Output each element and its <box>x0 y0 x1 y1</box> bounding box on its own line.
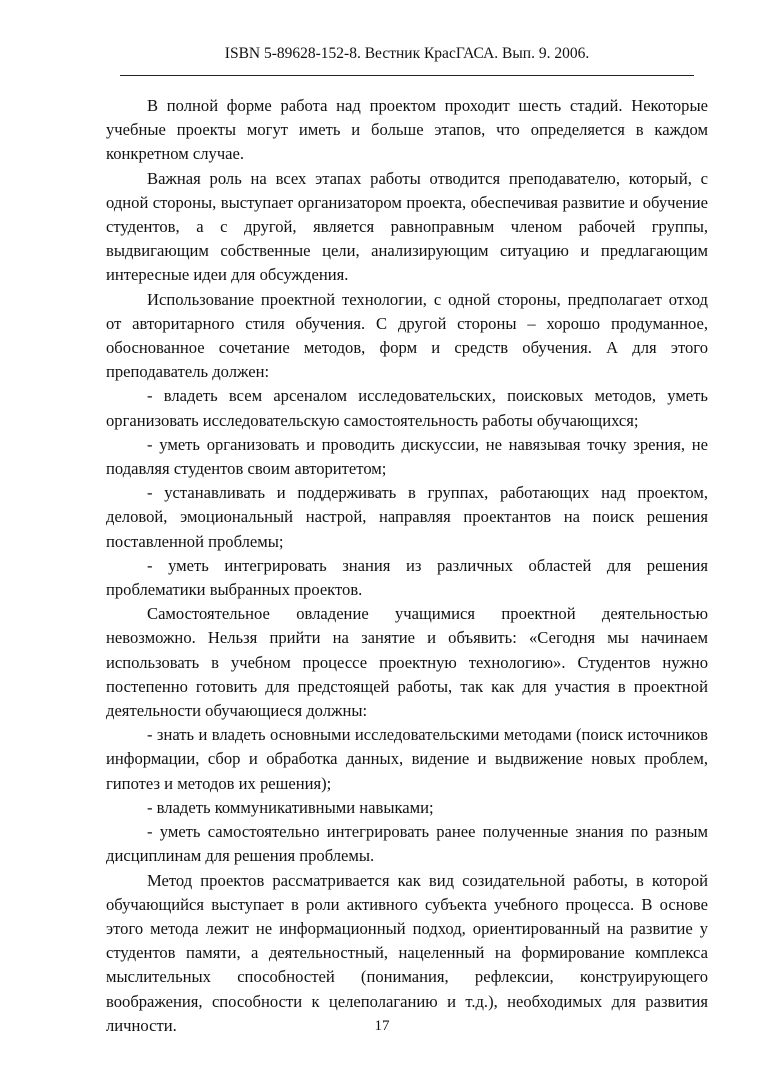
running-header: ISBN 5-89628-152-8. Вестник КрасГАСА. Вып. 9. 2006. <box>224 45 590 62</box>
paragraph-stages: В полной форме работа над проектом проходит шесть стадий. Некоторые учебные проекты могут иметь и больше этапов, что определяется в каждом конкретном случае. <box>106 96 708 164</box>
page-number: 17 <box>374 1018 390 1034</box>
list-item-discussions: - уметь организовать и проводить дискуссии, не навязывая точку зрения, не подавляя студентов своим авторитетом; <box>106 434 708 479</box>
list-item-research-methods: - владеть всем арсеналом исследовательских, поисковых методов, уметь организовать исследовательскую самостоятельность работы обучающихся; <box>106 386 708 430</box>
paragraph-project-method: Метод проектов рассматривается как вид созидательной работы, в которой обучающийся выступает в роли активного субъекта учебного процесса. В основе этого метода лежит не информационный подход, ориентированный на развитие у студентов памяти, а деятельностный, нацеленный на формирование комплекса мыслительных способностей (понимания, рефлексии, конструирующего воображения, способности к целеполаганию и т.д.), необходимых для развития личности. <box>106 870 708 1035</box>
paragraph-project-technology: Использование проектной технологии, с одной стороны, предполагает отход от авторитарного стиля обучения. С другой стороны – хорошо продуманное, обоснованное сочетание методов, форм и средств обучения. А для этого преподаватель должен: <box>106 289 708 382</box>
paragraph-self-mastery: Самостоятельное овладение учащимися проектной деятельностью невозможно. Нельзя прийти на занятие и объявить: «Сегодня мы начинаем использовать в учебном процессе проектную технологию». Студентов нужно постепенно готовить для предстоящей работы, так как для участия в проектной деятельности обучающиеся должны: <box>106 604 708 721</box>
list-item-group-mood: - устанавливать и поддерживать в группах, работающих над проектом, деловой, эмоциональный настрой, направляя проектантов на поиск решения поставленной проблемы; <box>106 483 708 551</box>
list-item-integrate-knowledge: - уметь интегрировать знания из различных областей для решения проблематики выбранных проектов. <box>106 555 708 600</box>
list-item-self-integrate: - уметь самостоятельно интегрировать ранее полученные знания по разным дисциплинам для решения проблемы. <box>106 822 708 866</box>
list-item-know-methods: - знать и владеть основными исследовательскими методами (поиск источников информации, сбор и обработка данных, видение и выдвижение новых проблем, гипотез и методов их решения); <box>106 725 708 793</box>
header-rule <box>120 75 694 76</box>
paragraph-teacher-role: Важная роль на всех этапах работы отводится преподавателю, который, с одной стороны, выступает организатором проекта, обеспечивая развитие и обучение студентов, а с другой, является равноправным членом рабочей группы, выдвигающим собственные цели, анализирующим ситуацию и предлагающим интересные идеи для обсуждения. <box>106 168 708 285</box>
list-item-communication: - владеть коммуникативными навыками; <box>147 797 434 817</box>
body-text <box>106 94 708 1038</box>
